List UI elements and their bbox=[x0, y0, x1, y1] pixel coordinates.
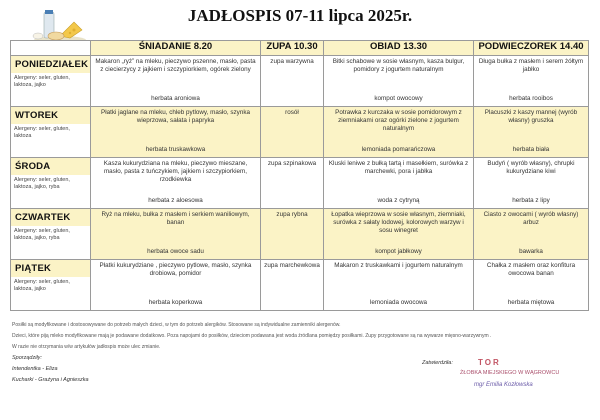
breakfast-drink: herbata z aloesowa bbox=[148, 197, 203, 204]
breakfast-cell bbox=[91, 158, 261, 209]
dinner-main: Kluski leniwe z bułką tartą i masełkiem, surówka z marchewki, pora i jabłka bbox=[328, 160, 469, 175]
soup-name: rosół bbox=[285, 109, 299, 116]
day-cell bbox=[11, 209, 91, 260]
snack-drink: herbata rooibos bbox=[509, 95, 553, 102]
table-row bbox=[11, 158, 589, 209]
table-corner bbox=[11, 41, 91, 56]
breakfast-main: Ryż na mleku, bułka z masłem i serkiem waniliowym, banan bbox=[101, 211, 250, 226]
dinner-drink: woda z cytryną bbox=[377, 197, 420, 204]
table-row bbox=[11, 56, 589, 107]
note-line: Posiłki są modyfikowane i dostosowywane do potrzeb małych dzieci, w tym do potrzeb alergików. Stosowane są indywidualne zamienniki alergenów. bbox=[12, 322, 341, 328]
snack-drink: herbata z lipy bbox=[512, 197, 550, 204]
day-name: WTOREK bbox=[11, 107, 90, 124]
dinner-cell bbox=[324, 107, 474, 158]
allergen-note: Alergeny: seler, gluten, laktoza, jajko bbox=[14, 279, 70, 292]
stamp-institution: ŻŁOBKA MIEJSKIEGO W WĄGROWCU bbox=[460, 370, 560, 376]
soup-cell bbox=[261, 56, 324, 107]
breakfast-main: Płatki kukurydziane , pieczywo pytlowe, masło, szynka drobiowa, pomidor bbox=[99, 262, 252, 277]
day-name: CZWARTEK bbox=[11, 209, 90, 226]
column-header-breakfast: ŚNIADANIE 8.20 bbox=[91, 41, 261, 56]
day-cell bbox=[11, 107, 91, 158]
snack-main: Placuszki z kaszy mannej (wyrób własny) gruszka bbox=[484, 109, 578, 124]
table-row bbox=[11, 107, 589, 158]
dinner-drink: lemoniada pomarańczowa bbox=[361, 146, 436, 153]
dinner-main: Potrawka z kurczaka w sosie pomidorowym z ziemniakami oraz ogórki zielone z jogurtem naturalnym bbox=[335, 109, 462, 132]
column-header-dinner: OBIAD 13.30 bbox=[324, 41, 474, 56]
soup-cell bbox=[261, 158, 324, 209]
column-header-snack: PODWIECZOREK 14.40 bbox=[474, 41, 589, 56]
preparer-name: Intendentka - Eliza bbox=[12, 366, 58, 372]
allergen-note: Alergeny: seler, gluten, laktoza, jajko, ryba bbox=[14, 177, 70, 190]
day-cell bbox=[11, 260, 91, 311]
dinner-cell bbox=[324, 158, 474, 209]
day-cell bbox=[11, 158, 91, 209]
snack-main: Ciasto z owocami ( wyrób własny) arbuz bbox=[483, 211, 579, 226]
menu-table bbox=[10, 40, 589, 311]
snack-main: Długa bułka z masłem i serem żółtym jabłko bbox=[478, 58, 584, 73]
soup-name: zupa marchewkowa bbox=[264, 262, 320, 269]
allergen-note: Alergeny: seler, gluten, laktoza, jajko, ryba bbox=[14, 228, 70, 241]
day-cell bbox=[11, 56, 91, 107]
dinner-main: Bitki schabowe w sosie własnym, kasza bulgur, pomidory z jogurtem naturalnym bbox=[332, 58, 465, 73]
stamp-signature: mgr Emilia Kozłowska bbox=[474, 382, 533, 388]
allergen-note: Alergeny: seler, gluten, laktoza, jajko bbox=[14, 75, 70, 88]
soup-cell bbox=[261, 107, 324, 158]
breakfast-drink: herbata aroniowa bbox=[151, 95, 200, 102]
table-row bbox=[11, 260, 589, 311]
dinner-drink: lemoniada owocowa bbox=[369, 299, 428, 306]
day-name: PONIEDZIAŁEK bbox=[11, 56, 90, 73]
column-header-soup: ZUPA 10.30 bbox=[261, 41, 324, 56]
snack-cell bbox=[474, 107, 589, 158]
note-line: W razie nie otrzymania w/w artykułów jadłospis może ulec zmianie. bbox=[12, 344, 161, 350]
breakfast-main: Kasza kukurydziana na mleku, pieczywo mieszane, masło, pasta z tuńczykiem, jajkiem i szczypiorkiem, rzodkiewka bbox=[103, 160, 248, 183]
snack-drink: herbata miętowa bbox=[507, 299, 555, 306]
dinner-drink: kompot owocowy bbox=[374, 95, 423, 102]
soup-cell bbox=[261, 209, 324, 260]
allergen-note: Alergeny: seler, gluten, laktoza bbox=[14, 126, 70, 139]
snack-cell bbox=[474, 56, 589, 107]
preparer-name: Kucharki - Grażyna i Agnieszka bbox=[12, 377, 89, 383]
soup-name: zupa szpinakowa bbox=[267, 160, 317, 167]
table-row bbox=[11, 209, 589, 260]
snack-drink: bawarka bbox=[519, 248, 543, 255]
page-title: JADŁOSPIS 07-11 lipca 2025r. bbox=[187, 6, 413, 25]
dinner-cell bbox=[324, 260, 474, 311]
snack-main: Chałka z masłem oraz konfitura owocowa banan bbox=[486, 262, 576, 277]
breakfast-drink: herbata owoce sadu bbox=[147, 248, 204, 255]
breakfast-cell bbox=[91, 209, 261, 260]
breakfast-cell bbox=[91, 260, 261, 311]
dinner-main: Makaron z truskawkami i jogurtem naturalnym bbox=[334, 262, 463, 269]
breakfast-main: Makaron „ryż” na mleku, pieczywo pszenne, masło, pasta z ciecierzycy z jajkiem i szczypiorkiem, ogórek zielony bbox=[95, 58, 256, 73]
dinner-main: Łopatka wieprzowa w sosie własnym, ziemniaki, surówka z sałaty lodowej, kolorowych warzyw i sosu winegret bbox=[331, 211, 466, 234]
prepared-label: Sporządziły: bbox=[12, 355, 42, 361]
stamp-title: TOR bbox=[478, 358, 501, 367]
soup-name: zupa warzywna bbox=[270, 58, 314, 65]
snack-drink: herbata biała bbox=[512, 146, 550, 153]
dinner-cell bbox=[324, 209, 474, 260]
breakfast-drink: herbata truskawkowa bbox=[145, 146, 206, 153]
official-stamp bbox=[460, 356, 580, 396]
snack-main: Budyń ( wyrób własny), chrupki kukurydziane kiwi bbox=[487, 160, 575, 175]
day-name: ŚRODA bbox=[11, 158, 90, 175]
breakfast-drink: herbata koperkowa bbox=[148, 299, 203, 306]
approved-label: Zatwierdziła: bbox=[422, 360, 453, 366]
dinner-drink: kompot jabłkowy bbox=[375, 248, 422, 255]
snack-cell bbox=[474, 158, 589, 209]
note-line: Dzieci, które piją mleko modyfikowane mają je podawane dodatkowo. Poza napojami do posiłków, dzieciom podawana jest woda źródlana pomiędzy posiłkami. Zupy przygotowane są na wywarze mięsno-warzywnym . bbox=[12, 333, 492, 339]
soup-cell bbox=[261, 260, 324, 311]
day-name: PIĄTEK bbox=[11, 260, 90, 277]
soup-name: zupa rybna bbox=[276, 211, 308, 218]
breakfast-cell bbox=[91, 56, 261, 107]
breakfast-cell bbox=[91, 107, 261, 158]
breakfast-main: Płatki jaglane na mleku, chleb pytlowy, masło, szynka wieprzowa, sałata i papryka bbox=[101, 109, 250, 124]
dinner-cell bbox=[324, 56, 474, 107]
snack-cell bbox=[474, 260, 589, 311]
snack-cell bbox=[474, 209, 589, 260]
